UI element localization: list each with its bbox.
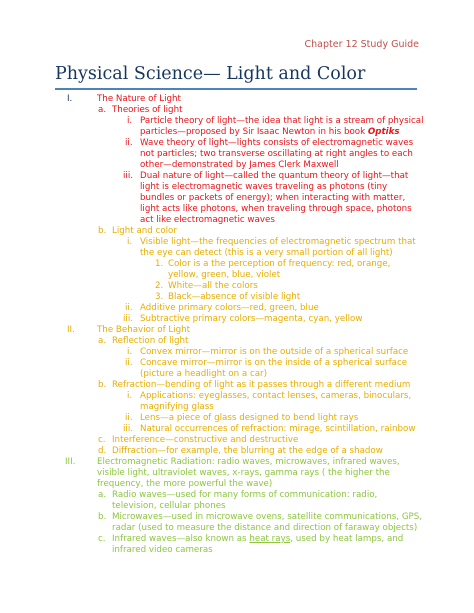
outline-text: Color is a the perception of frequency: red, orange,	[168, 259, 391, 269]
outline-text: (picture a headlight on a car)	[140, 369, 268, 379]
outline-text: yellow, green, blue, violet	[168, 270, 281, 280]
letter-marker: c.	[98, 534, 106, 544]
item-marker: ii.	[125, 138, 133, 148]
outline-text: Visible light—the frequencies of electromagnetic spectrum that	[140, 237, 416, 247]
outline-text: Lens—a piece of glass designed to bend light rays	[140, 413, 359, 423]
outline-text: Subtractive primary colors—magenta, cyan, yellow	[140, 314, 363, 324]
item-marker: iii.	[123, 424, 134, 434]
letter-marker: a.	[98, 490, 107, 500]
outline-text: White—all the colors	[168, 281, 258, 291]
roman-marker: III.	[65, 457, 76, 467]
outline-text: bundles or packets of energy); when interacting with matter,	[140, 193, 406, 203]
section-heading: visible light, ultraviolet waves, x-rays, gamma rays ( the higher the	[97, 468, 390, 478]
outline-text	[140, 127, 400, 138]
outline-text: Concave mirror—mirror is on the inside of a spherical surface	[140, 358, 408, 368]
number-marker: 3.	[155, 292, 164, 302]
outline-text: light acts like photons, when traveling through space, photons	[140, 204, 412, 214]
outline-text: magnifying glass	[140, 402, 214, 412]
subsection-heading: Reflection of light	[112, 336, 189, 346]
outline-text: Black—absence of visible light	[168, 292, 301, 302]
outline-text: other—demonstrated by James Clerk Maxwell	[140, 160, 339, 170]
number-marker: 2.	[155, 281, 164, 291]
item-marker: iii.	[123, 171, 134, 181]
subsection-heading: Refraction—bending of light as it passes through a different medium	[112, 380, 411, 390]
outline-text: Convex mirror—mirror is on the outside of a spherical surface	[140, 347, 409, 357]
item-marker: ii.	[125, 413, 133, 423]
outline-text: act like electromagnetic waves	[140, 215, 275, 225]
outline-text: Microwaves—used in microwave ovens, satellite communications, GPS,	[112, 512, 423, 522]
outline-text-segment: Infrared waves—also known as	[112, 534, 250, 544]
item-marker: i.	[127, 347, 133, 357]
book-title: Optiks	[367, 127, 400, 137]
roman-marker: II.	[67, 325, 75, 335]
item-marker: iii.	[123, 314, 134, 324]
section-heading: Electromagnetic Radiation: radio waves, microwaves, infrared waves,	[97, 457, 400, 467]
letter-marker: b.	[98, 380, 107, 390]
outline-text: light is electromagnetic waves traveling as photons (tiny	[140, 182, 388, 192]
section-heading: The Nature of Light	[97, 94, 181, 104]
letter-marker: c.	[98, 435, 106, 445]
title-underline	[55, 88, 417, 90]
item-marker: i.	[127, 391, 133, 401]
outline-text: Wave theory of light—lights consists of electromagnetic waves	[140, 138, 414, 148]
item-marker: i.	[127, 116, 133, 126]
outline-text: radar (used to measure the distance and direction of faraway objects)	[112, 523, 418, 533]
outline-text: Additive primary colors—red, green, blue	[140, 303, 319, 313]
letter-marker: d.	[98, 446, 107, 456]
outline-text: Dual nature of light—called the quantum theory of light—that	[140, 171, 409, 181]
chapter-header: Chapter 12 Study Guide	[304, 39, 419, 50]
outline-text: Radio waves—used for many forms of communication: radio,	[112, 490, 378, 500]
outline-text	[112, 534, 403, 545]
outline-text: Applications: eyeglasses, contact lenses, cameras, binoculars,	[140, 391, 412, 401]
outline-text-segment: particles—proposed by Sir Isaac Newton in his book	[140, 127, 368, 137]
outline-text: the eye can detect (this is a very small portion of all light)	[140, 248, 393, 258]
subsection-heading: Light and color	[112, 226, 177, 236]
item-marker: i.	[127, 237, 133, 247]
subsection-heading: Theories of light	[112, 105, 183, 115]
letter-marker: b.	[98, 512, 107, 522]
outline-text: infrared video cameras	[112, 545, 213, 555]
letter-marker: a.	[98, 336, 107, 346]
number-marker: 1.	[155, 259, 164, 269]
roman-marker: I.	[67, 94, 73, 104]
section-heading: The Behavior of Light	[97, 325, 191, 335]
subsection-heading: Interference—constructive and destructive	[112, 435, 299, 445]
outline-text: Particle theory of light—the idea that light is a stream of physical	[140, 116, 424, 126]
page-title: Physical Science— Light and Color	[55, 64, 366, 84]
item-marker: ii.	[125, 358, 133, 368]
underlined-term: heat rays	[249, 534, 291, 544]
outline-text: Natural occurrences of refraction: mirage, scintillation, rainbow	[140, 424, 416, 434]
outline-text: television, cellular phones	[112, 501, 226, 511]
letter-marker: a.	[98, 105, 107, 115]
outline-text-segment: , used by heat lamps, and	[290, 534, 404, 544]
section-heading: frequency, the more powerful the wave)	[97, 479, 273, 489]
item-marker: ii.	[125, 303, 133, 313]
outline-text: not particles; two transverse oscillating at right angles to each	[140, 149, 413, 159]
subsection-heading: Diffraction—for example, the blurring at the edge of a shadow	[112, 446, 383, 456]
letter-marker: b.	[98, 226, 107, 236]
